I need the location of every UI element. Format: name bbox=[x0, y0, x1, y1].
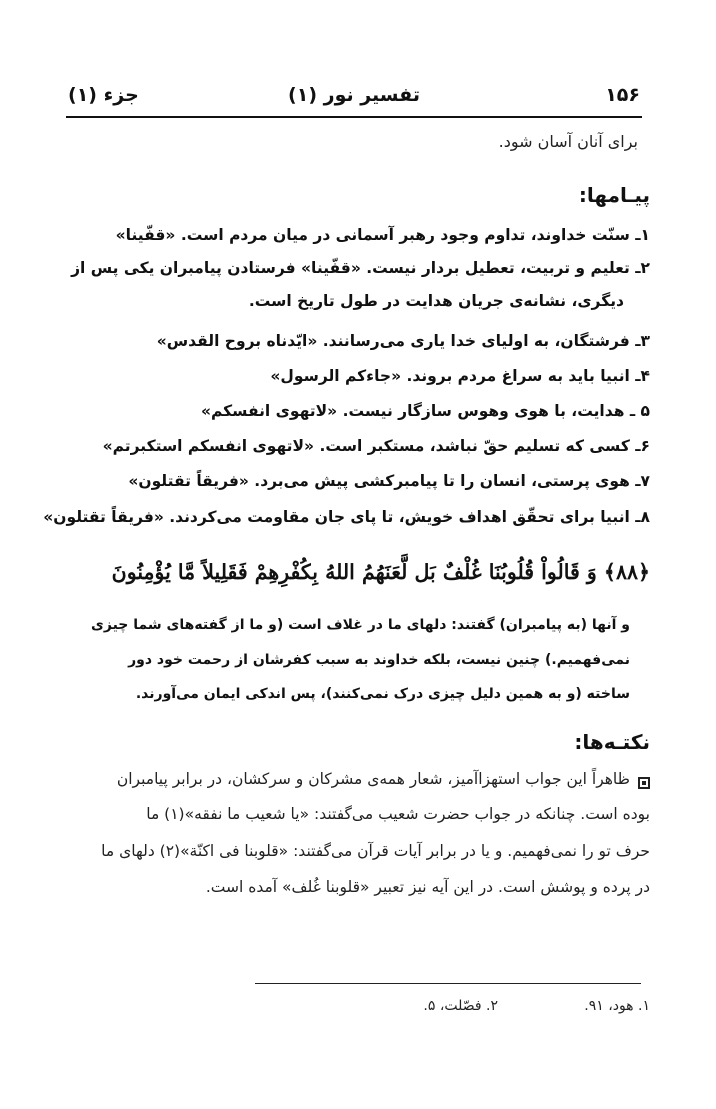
message-line: ۸ـ انبیا برای تحقّق اهداف خویش، تا پای جان مقاومت می‌کردند. «فریقاً تقتلون» bbox=[43, 508, 650, 526]
book-title: تفسیر نور (۱) bbox=[288, 84, 420, 106]
note-line: بوده است. چنانکه در جواب حضرت شعیب می‌گفتند: «یا شعیب ما نفقه»(۱) ما bbox=[146, 805, 650, 823]
message-line: ۱ـ سنّت خداوند، تداوم وجود رهبر آسمانی در میان مردم است. «قفّینا» bbox=[115, 226, 650, 244]
message-line: ۷ـ هوی پرستی، انسان را تا پیامبرکشی پیش می‌برد. «فریقاً تقتلون» bbox=[128, 472, 650, 490]
intro-line: برای آنان آسان شود. bbox=[498, 132, 638, 151]
header-rule bbox=[66, 116, 642, 118]
footnote-2: ۲. فصّلت، ۵. bbox=[423, 998, 498, 1014]
message-line: ۳ـ فرشتگان، به اولیای خدا یاری می‌رسانند. «ایّدناه بروح القدس» bbox=[156, 332, 650, 350]
message-line: ۴ـ انبیا باید به سراغ مردم بروند. «جاءکم الرسول» bbox=[270, 367, 650, 385]
part-label: جزء (۱) bbox=[68, 84, 139, 106]
bullet-square-icon bbox=[638, 777, 650, 789]
message-line: ۵ ـ هدایت، با هوی وهوس سازگار نیست. «لاتهوی انفسکم» bbox=[201, 402, 650, 420]
translation-line: نمی‌فهمیم.) چنین نیست، بلکه خداوند به سبب کفرشان از رحمت خود دور bbox=[128, 652, 630, 668]
message-line: دیگری، نشانه‌ی جریان هدایت در طول تاریخ است. bbox=[248, 292, 624, 310]
note-line: حرف تو را نمی‌فهمیم. و یا در برابر آیات قرآن می‌گفتند: «قلوبنا فی اکنّة»(۲) دلهای ما bbox=[101, 842, 650, 860]
translation-line: ساخته (و به همین دلیل چیزی درک نمی‌کنند)، پس اندکی ایمان می‌آورند. bbox=[135, 686, 630, 702]
note-line: ظاهراً این جواب استهزاآمیز، شعار همه‌ی مشرکان و سرکشان، در برابر پیامبران bbox=[116, 770, 630, 788]
page-number: ۱۵۶ bbox=[605, 84, 640, 106]
page-header bbox=[66, 84, 642, 116]
footnote-1: ۱. هود، ۹۱. bbox=[584, 998, 650, 1014]
message-line: ۲ـ تعلیم و تربیت، تعطیل بردار نیست. «قفّینا» فرستادن پیامبران یکی پس از bbox=[71, 259, 650, 277]
note-line: در پرده و پوشش است. در این آیه نیز تعبیر «قلوبنا غُلف» آمده است. bbox=[205, 878, 650, 896]
quran-verse: ﴿۸۸﴾ وَ قَالُواْ قُلُوبُنَا غُلْفٌ بَل لَّعَنَهُمُ اللهُ بِكُفْرِهِمْ فَقَلِيلاً مَّا يُؤْمِنُونَ bbox=[111, 560, 650, 584]
footnote-rule bbox=[255, 983, 641, 984]
messages-heading: پیـامها: bbox=[578, 183, 650, 207]
translation-line: و آنها (به پیامبران) گفتند: دلهای ما در غلاف است (و ما از گفته‌های شما چیزی bbox=[91, 617, 630, 633]
message-line: ۶ـ کسی که تسلیم حقّ نباشد، مستکبر است. «لاتهوی انفسکم استکبرتم» bbox=[102, 437, 650, 455]
notes-heading: نکتـه‌ها: bbox=[574, 730, 650, 754]
